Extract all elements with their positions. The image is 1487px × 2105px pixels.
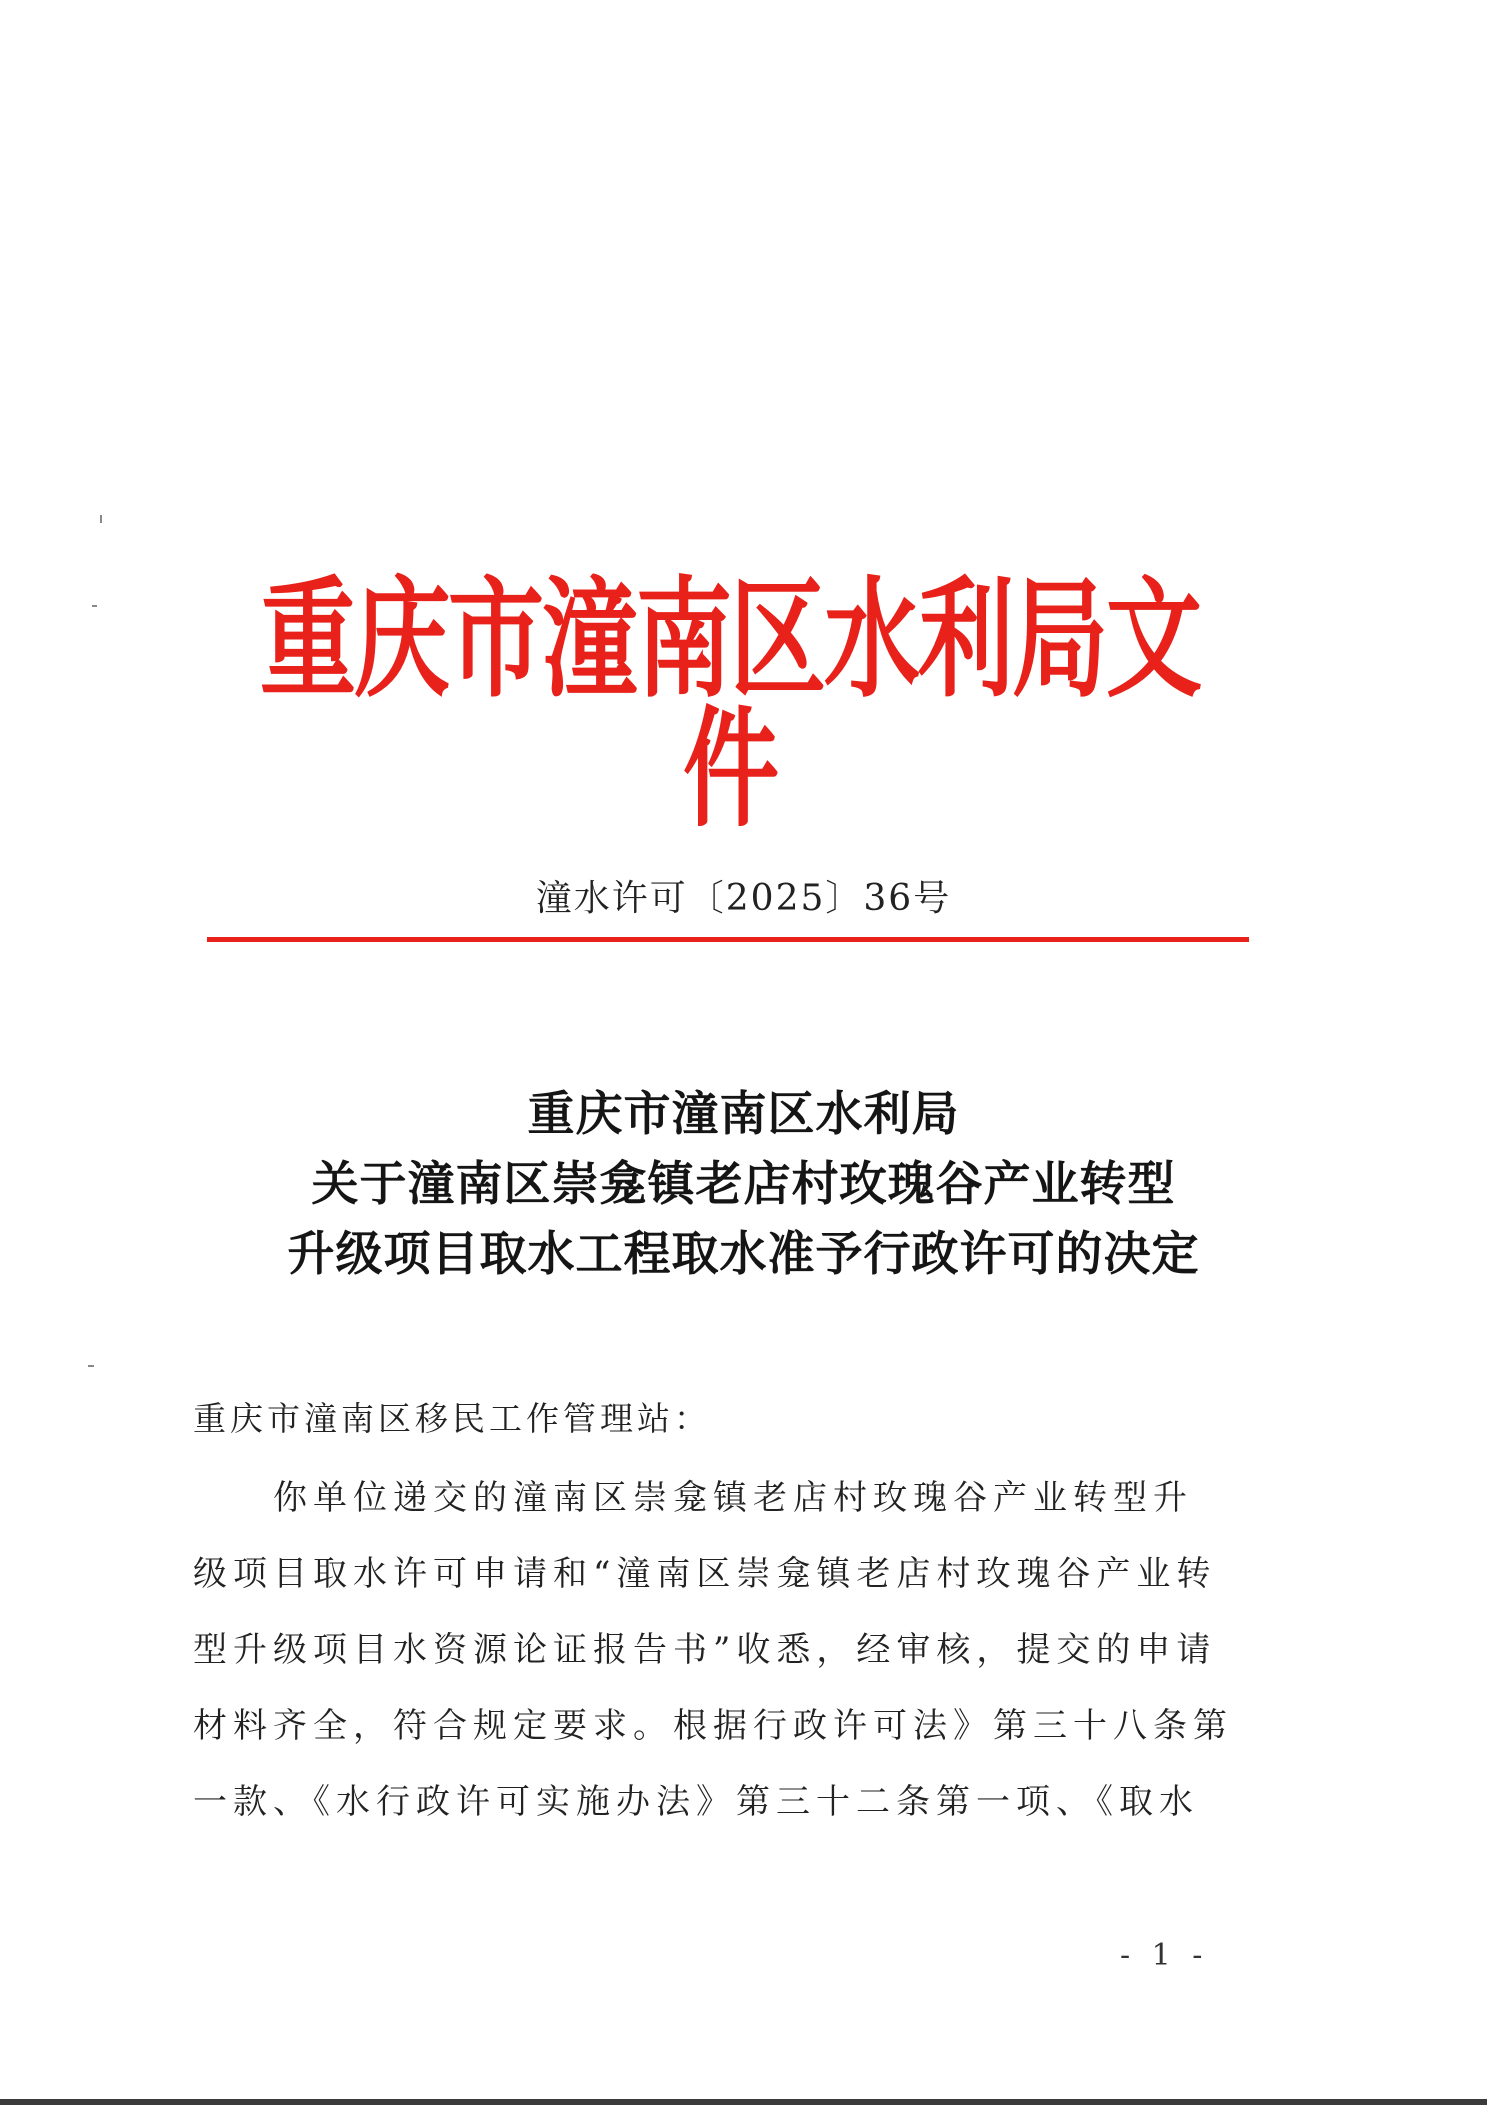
- body-paragraph: [193, 1460, 1233, 1840]
- red-separator-rule: [207, 937, 1249, 942]
- document-number: 潼水许可〔2025〕36号: [535, 878, 952, 919]
- document-title: [0, 1080, 1487, 1290]
- body-line: 级项目取水许可申请和“潼南区崇龛镇老店村玫瑰谷产业转: [193, 1554, 1217, 1594]
- scan-speck: [100, 515, 102, 523]
- scan-speck: [88, 1365, 94, 1367]
- title-line: 关于潼南区崇龛镇老店村玫瑰谷产业转型: [311, 1157, 1176, 1212]
- body-line: 型升级项目水资源论证报告书”收悉，经审核，提交的申请: [193, 1630, 1217, 1670]
- issuer-masthead: 重庆市潼南区水利局文件: [260, 562, 1200, 845]
- body-line: 你单位递交的潼南区崇龛镇老店村玫瑰谷产业转型升: [273, 1478, 1193, 1518]
- scan-speck: [92, 605, 97, 607]
- body-line: 一款、《水行政许可实施办法》第三十二条第一项、《取水: [193, 1782, 1199, 1822]
- page-number: - 1 -: [1120, 1938, 1209, 1973]
- title-line: 升级项目取水工程取水准予行政许可的决定: [287, 1227, 1200, 1282]
- body-line: 材料齐全，符合规定要求。根据行政许可法》第三十八条第: [193, 1706, 1233, 1746]
- scan-bottom-edge: [0, 2099, 1487, 2105]
- title-line: 重庆市潼南区水利局: [527, 1087, 960, 1142]
- salutation: 重庆市潼南区移民工作管理站：: [193, 1399, 711, 1438]
